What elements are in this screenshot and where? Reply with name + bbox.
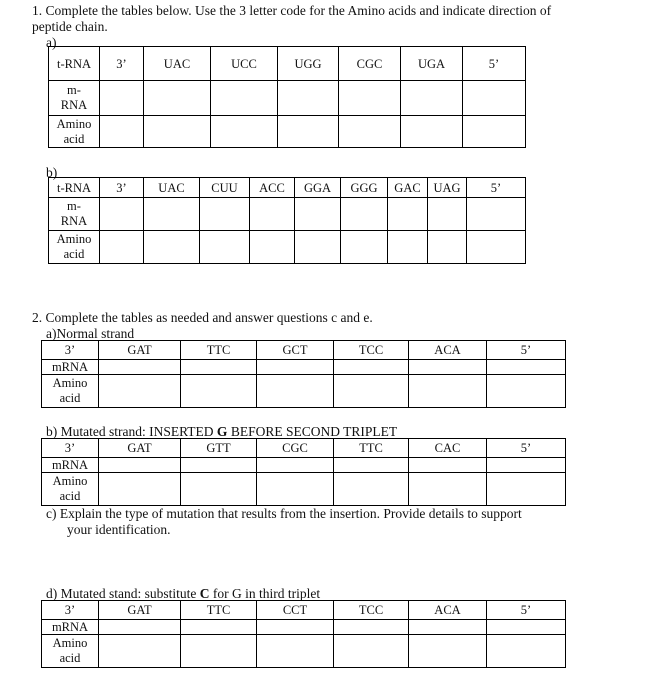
q2d-cell-3prime: 3’ [42, 601, 99, 620]
q1b-mrna-label: m- RNA [49, 198, 100, 231]
q2b-triplet-1: GAT [99, 439, 181, 458]
answer-cell[interactable] [100, 81, 144, 116]
q2c-question-line1: c) Explain the type of mutation that results from the insertion. Provide details to support [46, 506, 522, 521]
answer-cell[interactable] [463, 81, 526, 116]
answer-cell[interactable] [278, 116, 339, 148]
q1b-label: b) [46, 165, 58, 180]
q1a-label: a) [46, 35, 57, 50]
q2d-amino-row [42, 635, 566, 668]
answer-cell[interactable] [99, 375, 181, 408]
answer-cell[interactable] [388, 198, 428, 231]
q2d-amino-label: Amino acid [42, 635, 99, 668]
q1b-mrna-row [49, 198, 526, 231]
answer-cell[interactable] [409, 375, 487, 408]
q2b-strand-row [42, 439, 566, 458]
q2b-mrna-row [42, 458, 566, 473]
q1a-mrna-row [49, 81, 526, 116]
q1b-codon-2: CUU [200, 178, 250, 198]
answer-cell[interactable] [334, 473, 409, 506]
q1-instruction-line2: peptide chain. [32, 19, 108, 34]
q2b-cell-3prime: 3’ [42, 439, 99, 458]
q2a-strand-row [42, 341, 566, 360]
q2b-triplet-5: CAC [409, 439, 487, 458]
q1b-trna-label: t-RNA [49, 178, 100, 198]
answer-cell[interactable] [211, 116, 278, 148]
q1b-table [48, 177, 526, 264]
answer-cell[interactable] [257, 473, 334, 506]
q2a-mrna-row [42, 360, 566, 375]
answer-cell[interactable] [100, 231, 144, 264]
answer-cell[interactable] [211, 81, 278, 116]
q2d-label: d) Mutated stand: substitute C for G in third triplet [46, 586, 321, 601]
q2a-cell-5prime: 5’ [487, 341, 566, 360]
answer-cell[interactable] [428, 198, 467, 231]
answer-cell[interactable] [409, 473, 487, 506]
answer-cell[interactable] [99, 620, 181, 635]
q1a-cell-5prime: 5’ [463, 47, 526, 81]
answer-cell[interactable] [100, 198, 144, 231]
q2b-amino-row [42, 473, 566, 506]
q2b-mrna-label: mRNA [42, 458, 99, 473]
answer-cell[interactable] [99, 473, 181, 506]
q1b-cell-5prime: 5’ [467, 178, 526, 198]
q1b-trna-row [49, 178, 526, 198]
answer-cell[interactable] [257, 375, 334, 408]
q1a-codon-3: UGG [278, 47, 339, 81]
answer-cell[interactable] [487, 620, 566, 635]
answer-cell[interactable] [278, 81, 339, 116]
q2d-triplet-5: ACA [409, 601, 487, 620]
answer-cell[interactable] [295, 231, 341, 264]
q1a-codon-4: CGC [339, 47, 401, 81]
answer-cell[interactable] [257, 620, 334, 635]
q2a-cell-3prime: 3’ [42, 341, 99, 360]
q1b-codon-3: ACC [250, 178, 295, 198]
q2a-mrna-label: mRNA [42, 360, 99, 375]
q2d-table [41, 600, 566, 668]
q1b-codon-5: GGG [341, 178, 388, 198]
answer-cell[interactable] [428, 231, 467, 264]
answer-cell[interactable] [334, 375, 409, 408]
answer-cell[interactable] [181, 620, 257, 635]
answer-cell[interactable] [463, 116, 526, 148]
answer-cell[interactable] [467, 198, 526, 231]
answer-cell[interactable] [99, 458, 181, 473]
answer-cell[interactable] [487, 473, 566, 506]
q2d-cell-5prime: 5’ [487, 601, 566, 620]
q1a-trna-label: t-RNA [49, 47, 100, 81]
q1a-codon-2: UCC [211, 47, 278, 81]
q2a-triplet-2: TTC [181, 341, 257, 360]
q1b-amino-row [49, 231, 526, 264]
q1a-codon-5: UGA [401, 47, 463, 81]
q1a-mrna-label: m- RNA [49, 81, 100, 116]
answer-cell[interactable] [181, 375, 257, 408]
answer-cell[interactable] [99, 360, 181, 375]
q1a-cell-3prime: 3’ [100, 47, 144, 81]
answer-cell[interactable] [144, 116, 211, 148]
answer-cell[interactable] [295, 198, 341, 231]
q2a-triplet-5: ACA [409, 341, 487, 360]
answer-cell[interactable] [334, 458, 409, 473]
answer-cell[interactable] [200, 198, 250, 231]
answer-cell[interactable] [401, 81, 463, 116]
q2d-strand-row [42, 601, 566, 620]
answer-cell[interactable] [409, 635, 487, 668]
q1b-codon-4: GGA [295, 178, 341, 198]
q2a-triplet-1: GAT [99, 341, 181, 360]
q1b-amino-label: Amino acid [49, 231, 100, 264]
answer-cell[interactable] [339, 81, 401, 116]
answer-cell[interactable] [339, 116, 401, 148]
answer-cell[interactable] [409, 458, 487, 473]
q2d-triplet-3: CCT [257, 601, 334, 620]
answer-cell[interactable] [487, 635, 566, 668]
answer-cell[interactable] [257, 635, 334, 668]
q2b-triplet-2: GTT [181, 439, 257, 458]
answer-cell[interactable] [144, 198, 200, 231]
answer-cell[interactable] [257, 458, 334, 473]
q2d-mrna-row [42, 620, 566, 635]
answer-cell[interactable] [388, 231, 428, 264]
q2d-mrna-label: mRNA [42, 620, 99, 635]
answer-cell[interactable] [487, 375, 566, 408]
q1b-cell-3prime: 3’ [100, 178, 144, 198]
q1a-amino-label: Amino acid [49, 116, 100, 148]
answer-cell[interactable] [250, 231, 295, 264]
answer-cell[interactable] [341, 231, 388, 264]
q2b-cell-5prime: 5’ [487, 439, 566, 458]
q2d-triplet-1: GAT [99, 601, 181, 620]
answer-cell[interactable] [181, 458, 257, 473]
q2b-triplet-3: CGC [257, 439, 334, 458]
answer-cell[interactable] [334, 620, 409, 635]
answer-cell[interactable] [467, 231, 526, 264]
answer-cell[interactable] [409, 360, 487, 375]
answer-cell[interactable] [334, 635, 409, 668]
q2a-triplet-3: GCT [257, 341, 334, 360]
answer-cell[interactable] [409, 620, 487, 635]
q2b-amino-label: Amino acid [42, 473, 99, 506]
q1b-codon-7: UAG [428, 178, 467, 198]
answer-cell[interactable] [257, 360, 334, 375]
q1a-codon-1: UAC [144, 47, 211, 81]
answer-cell[interactable] [181, 635, 257, 668]
answer-cell[interactable] [401, 116, 463, 148]
q2a-amino-row [42, 375, 566, 408]
q2a-table [41, 340, 566, 408]
q1a-table [48, 46, 526, 148]
answer-cell[interactable] [100, 116, 144, 148]
q1a-amino-row [49, 116, 526, 148]
q1a-trna-row [49, 47, 526, 81]
answer-cell[interactable] [334, 360, 409, 375]
answer-cell[interactable] [144, 231, 200, 264]
q2b-label: b) Mutated strand: INSERTED G BEFORE SECOND TRIPLET [46, 424, 398, 439]
q2-intro: 2. Complete the tables as needed and answer questions c and e. [32, 310, 373, 325]
answer-cell[interactable] [144, 81, 211, 116]
q2d-triplet-4: TCC [334, 601, 409, 620]
answer-cell[interactable] [487, 360, 566, 375]
q2c-question-line2: your identification. [67, 522, 171, 537]
q2a-amino-label: Amino acid [42, 375, 99, 408]
answer-cell[interactable] [250, 198, 295, 231]
answer-cell[interactable] [341, 198, 388, 231]
q2b-table [41, 438, 566, 506]
answer-cell[interactable] [200, 231, 250, 264]
q2a-triplet-4: TCC [334, 341, 409, 360]
q1b-codon-6: GAC [388, 178, 428, 198]
q2d-triplet-2: TTC [181, 601, 257, 620]
q2a-label: a)Normal strand [46, 326, 135, 341]
answer-cell[interactable] [487, 458, 566, 473]
answer-cell[interactable] [99, 635, 181, 668]
q1-instruction-line1: 1. Complete the tables below. Use the 3 letter code for the Amino acids and indicate direction of [32, 3, 552, 18]
q2b-triplet-4: TTC [334, 439, 409, 458]
answer-cell[interactable] [181, 360, 257, 375]
q1b-codon-1: UAC [144, 178, 200, 198]
answer-cell[interactable] [181, 473, 257, 506]
